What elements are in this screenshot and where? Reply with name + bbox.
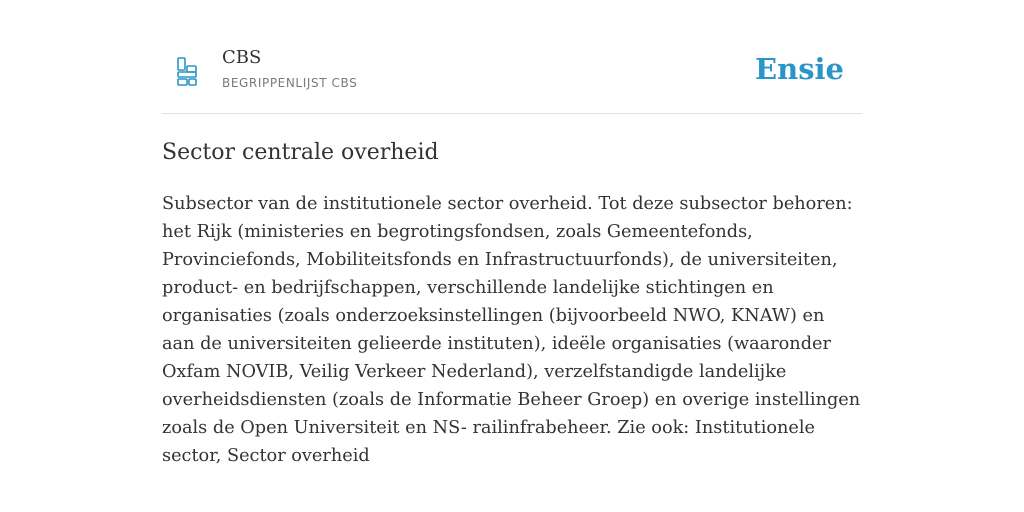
entry-card: [162, 0, 862, 466]
ensie-logo[interactable]: Ensie: [755, 52, 844, 86]
header: [162, 0, 862, 114]
definition-text: Subsector van de institutionele sector overheid. Tot deze subsector behoren: het Rijk (ministeries en begrotingsfondsen, zoals Gemeentefonds, Provinciefonds, Mobiliteitsfonds en Infrastructuurfonds), de universiteiten, product- en bedrijfschappen, verschillende landelijke stichtingen en organisaties (zoals onderzoeksinstellingen (bijvoorbeeld NWO, KNAW) en aan de universiteiten gelieerde instituten), ideële organisaties (waaronder Oxfam NOVIB, Veilig Verkeer Nederland), verzelfstandigde landelijke overheidsdiensten (zoals de Informatie Beheer Groep) en overige instellingen zoals de Open Universiteit en NS- railinfrabeheer. Zie ook: Institutionele sector, Sector overheid: [162, 194, 861, 466]
source-name[interactable]: CBS: [222, 47, 262, 68]
source-subtitle[interactable]: BEGRIPPENLIJST CBS: [222, 76, 358, 90]
page-title: Sector centrale overheid: [162, 140, 439, 165]
cbs-logo-icon[interactable]: [176, 57, 198, 87]
